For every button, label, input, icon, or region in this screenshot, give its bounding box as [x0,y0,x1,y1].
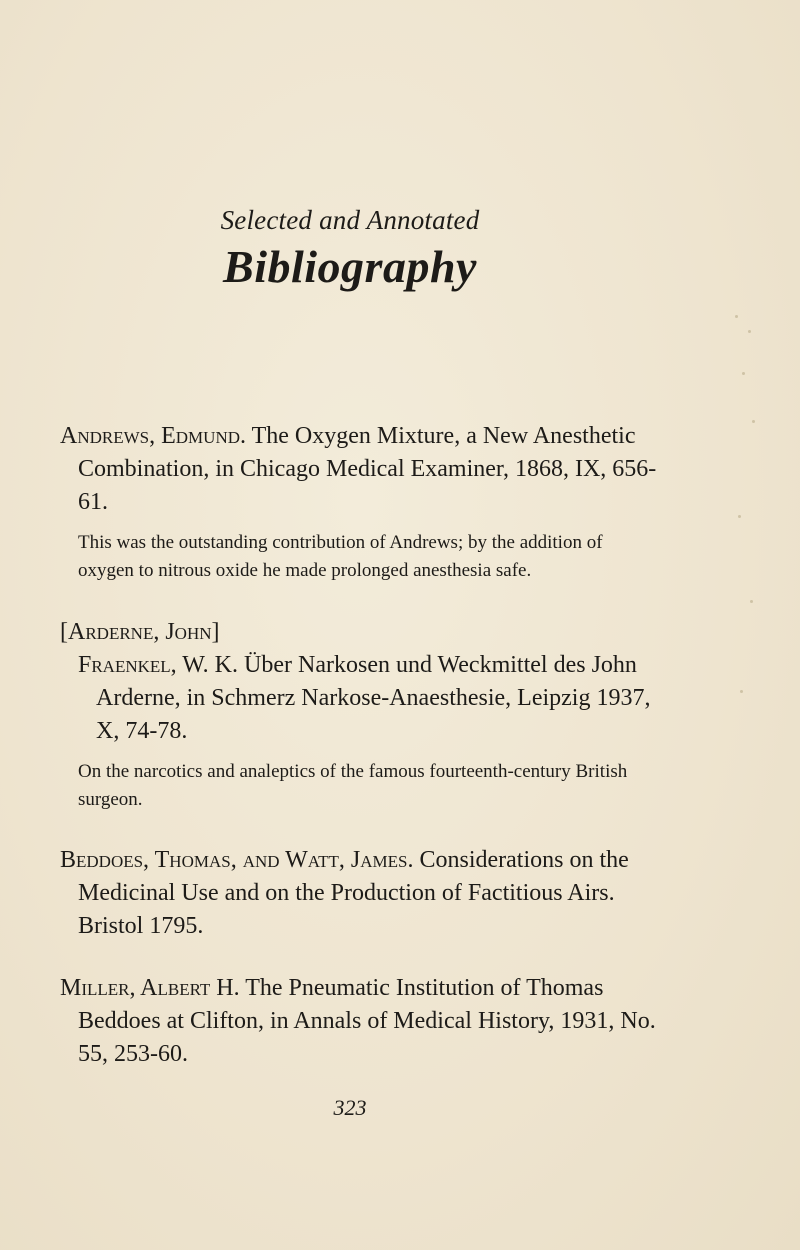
paper-speck [738,515,741,518]
paper-speck [740,690,743,693]
heading-title: Bibliography [223,241,477,292]
paper-speck [752,420,755,423]
entry-annotation: This was the outstanding contribution of Andrews; by the addition of oxygen to nitrous oxide he made prolonged anesthesia safe. [78,532,603,581]
entry-author: Beddoes, Thomas, and Watt, James. [60,847,414,873]
page-number: 323 [333,1095,367,1120]
entry-sub-citation [78,649,660,748]
bibliography-entry [60,420,660,585]
paper-speck [735,315,738,318]
entry-author-line [60,616,660,649]
heading-subtitle: Selected and Annotated [220,205,480,235]
entry-title: The Pneumatic Institution of Thomas Beddoes at Clifton, in Annals of Medical History, 1931, No. 55, 253-60. [78,975,656,1067]
entry-author: Andrews, Edmund. [60,423,246,449]
paper-speck [742,372,745,375]
entry-citation [60,972,660,1071]
entry-author: [Arderne, John] [60,619,220,645]
entry-author: Miller, Albert H. [60,975,240,1001]
entry-sub-author: Fraenkel, W. K. [78,652,239,678]
paper-speck [750,600,753,603]
bibliography-entry [60,972,660,1071]
bibliography-entry [60,844,660,943]
entry-title: The Oxygen Mixture, a New Anesthetic Combination, in Chicago Medical Examiner, 1868, IX, 656-61. [78,423,657,515]
entry-title: Über Narkosen und Weckmittel des John Arderne, in Schmerz Narkose-Anaesthesie, Leipzig 1937, X, 74-78. [96,652,651,744]
paper-speck [748,330,751,333]
entry-title: Considerations on the Medicinal Use and on the Production of Factitious Airs. Bristol 1795. [78,847,629,939]
entry-annotation: On the narcotics and analeptics of the famous fourteenth-century British surgeon. [78,761,628,810]
entry-citation [60,844,660,943]
entry-citation [60,420,660,519]
bibliography-entry [60,616,660,814]
